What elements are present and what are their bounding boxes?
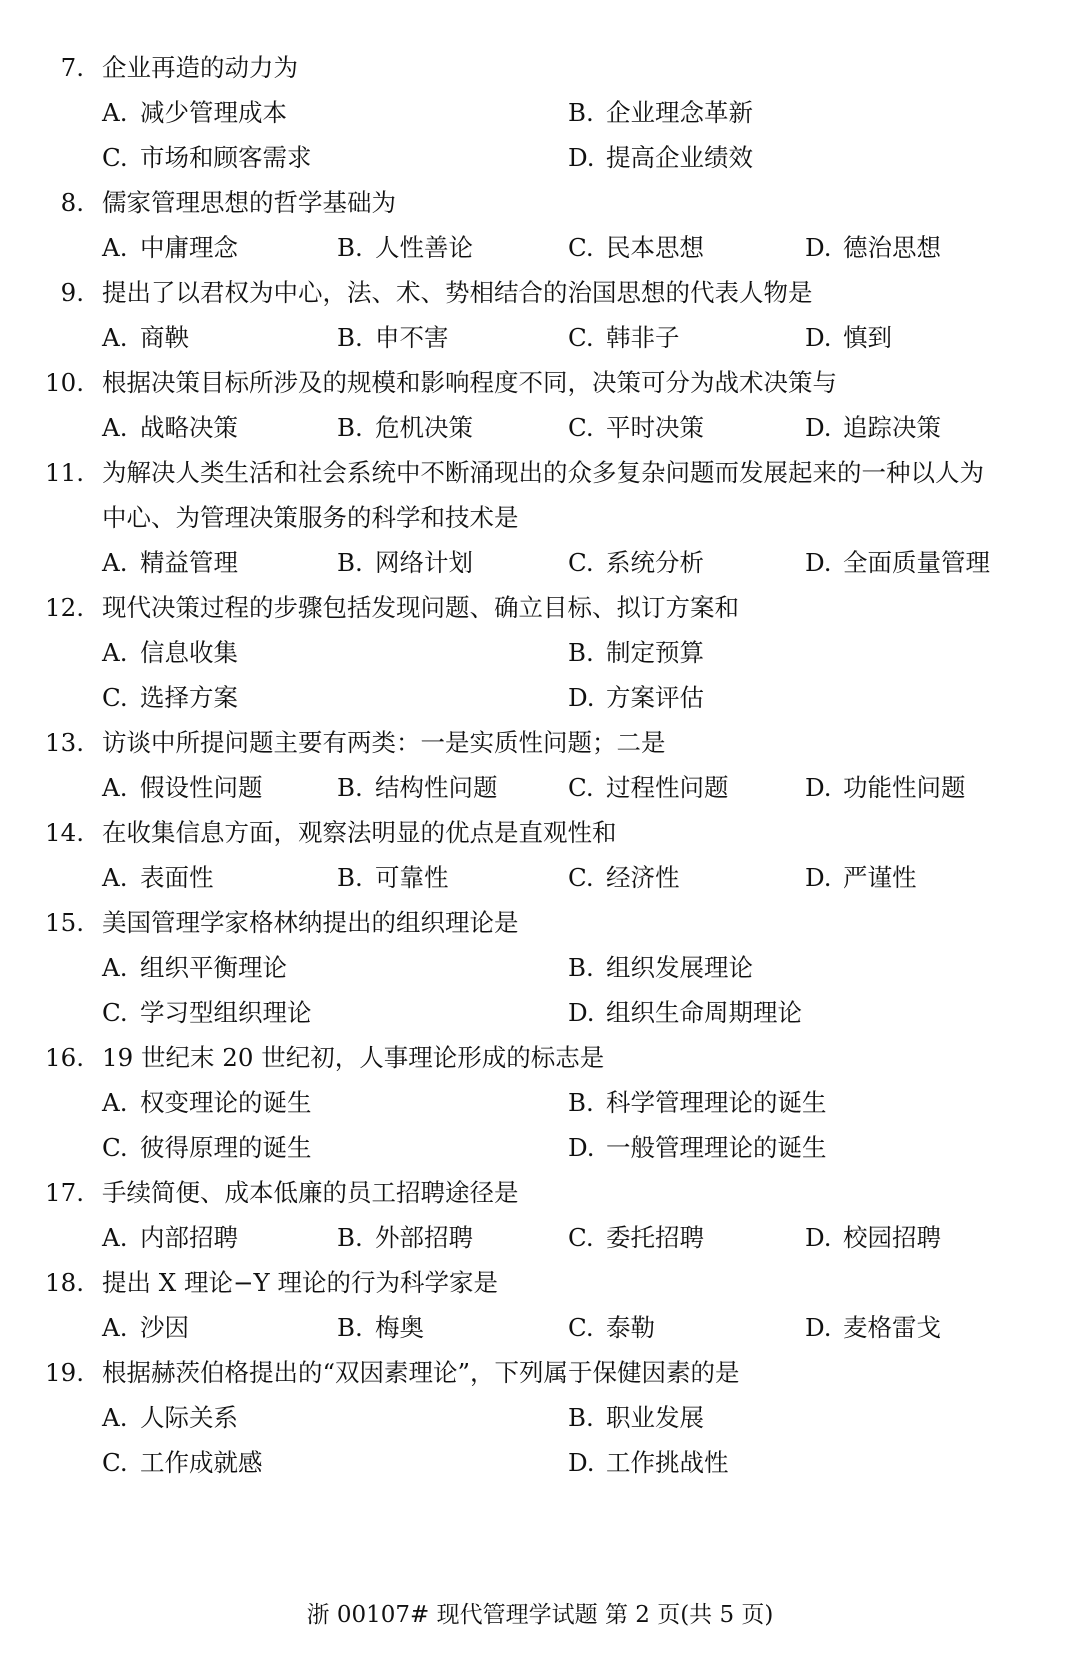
question-stem-line (0, 180, 1080, 225)
option-row (0, 630, 1080, 675)
option-text: 追踪决策 (843, 413, 941, 442)
option-letter: D. (805, 1223, 832, 1252)
question-stem-line (0, 495, 1080, 540)
option-letter: A. (102, 233, 128, 262)
option-letter: D. (568, 143, 595, 172)
question-stem: 中心、为管理决策服务的科学和技术是 (102, 503, 519, 532)
option-b (337, 855, 449, 900)
option-letter: C. (568, 1313, 594, 1342)
question-number: 16. (45, 1043, 84, 1072)
option-letter: B. (337, 1313, 363, 1342)
option-b (337, 1305, 424, 1350)
question-item (0, 450, 1080, 585)
option-letter: B. (568, 1403, 594, 1432)
question-number: 17. (45, 1178, 84, 1207)
question-stem: 根据决策目标所涉及的规模和影响程度不同，决策可分为战术决策与 (102, 368, 837, 397)
option-text: 危机决策 (375, 413, 473, 442)
question-item (0, 585, 1080, 720)
option-c (102, 1440, 263, 1485)
option-text: 提高企业绩效 (606, 143, 753, 172)
option-letter: D. (805, 323, 832, 352)
option-text: 全面质量管理 (843, 548, 990, 577)
option-text: 表面性 (140, 863, 214, 892)
option-letter: C. (568, 233, 594, 262)
option-text: 工作成就感 (140, 1448, 263, 1477)
option-text: 网络计划 (375, 548, 473, 577)
option-letter: C. (568, 1223, 594, 1252)
option-b (337, 765, 498, 810)
option-c (568, 540, 704, 585)
option-a (102, 1305, 189, 1350)
option-text: 人性善论 (375, 233, 473, 262)
option-c (102, 135, 312, 180)
option-letter: D. (805, 548, 832, 577)
option-letter: B. (568, 98, 594, 127)
question-item (0, 270, 1080, 360)
option-letter: D. (805, 863, 832, 892)
option-letter: A. (102, 863, 128, 892)
option-text: 商鞅 (140, 323, 189, 352)
option-d (805, 1305, 941, 1350)
option-text: 工作挑战性 (606, 1448, 729, 1477)
option-row (0, 1125, 1080, 1170)
option-a (102, 855, 214, 900)
question-stem: 手续简便、成本低廉的员工招聘途径是 (102, 1178, 519, 1207)
option-letter: B. (568, 638, 594, 667)
option-text: 德治思想 (843, 233, 941, 262)
option-text: 方案评估 (606, 683, 704, 712)
question-number: 14. (45, 818, 84, 847)
question-stem-line (0, 720, 1080, 765)
option-text: 平时决策 (606, 413, 704, 442)
option-letter: A. (102, 638, 128, 667)
option-d (805, 225, 941, 270)
option-letter: D. (805, 1313, 832, 1342)
option-text: 民本思想 (606, 233, 704, 262)
option-a (102, 90, 287, 135)
question-stem: 在收集信息方面，观察法明显的优点是直观性和 (102, 818, 617, 847)
option-b (337, 405, 473, 450)
question-number: 12. (45, 593, 84, 622)
option-d (568, 1125, 827, 1170)
option-text: 权变理论的诞生 (140, 1088, 312, 1117)
option-b (568, 1395, 704, 1440)
option-letter: C. (568, 548, 594, 577)
option-d (805, 855, 917, 900)
question-stem: 根据赫茨伯格提出的“双因素理论”，下列属于保健因素的是 (102, 1358, 740, 1387)
question-item (0, 900, 1080, 1035)
option-letter: C. (102, 683, 128, 712)
option-b (337, 225, 473, 270)
option-text: 麦格雷戈 (843, 1313, 941, 1342)
option-d (805, 765, 966, 810)
option-letter: C. (568, 863, 594, 892)
option-d (568, 990, 802, 1035)
option-letter: A. (102, 548, 128, 577)
option-text: 一般管理理论的诞生 (606, 1133, 827, 1162)
option-text: 过程性问题 (606, 773, 729, 802)
option-letter: B. (337, 233, 363, 262)
option-letter: C. (102, 1448, 128, 1477)
option-text: 学习型组织理论 (140, 998, 312, 1027)
question-stem-line (0, 45, 1080, 90)
option-row (0, 315, 1080, 360)
page-footer: 浙 00107# 现代管理学试题 第 2 页(共 5 页) (306, 1602, 774, 1628)
option-c (102, 990, 312, 1035)
option-text: 职业发展 (606, 1403, 704, 1432)
question-stem: 企业再造的动力为 (102, 53, 298, 82)
option-text: 功能性问题 (843, 773, 966, 802)
option-text: 可靠性 (375, 863, 449, 892)
option-c (568, 855, 680, 900)
option-text: 市场和顾客需求 (140, 143, 312, 172)
question-item (0, 810, 1080, 900)
option-letter: D. (568, 683, 595, 712)
option-c (568, 1305, 655, 1350)
option-a (102, 1395, 238, 1440)
question-stem-line (0, 1260, 1080, 1305)
option-row (0, 90, 1080, 135)
option-letter: C. (102, 1133, 128, 1162)
question-item (0, 1170, 1080, 1260)
option-b (337, 540, 473, 585)
question-stem: 现代决策过程的步骤包括发现问题、确立目标、拟订方案和 (102, 593, 739, 622)
option-letter: A. (102, 1313, 128, 1342)
question-number: 7. (60, 53, 84, 82)
question-stem: 为解决人类生活和社会系统中不断涌现出的众多复杂问题而发展起来的一种以人为 (102, 458, 984, 487)
question-item (0, 45, 1080, 180)
option-row (0, 225, 1080, 270)
option-letter: A. (102, 1223, 128, 1252)
option-row (0, 765, 1080, 810)
question-item (0, 1350, 1080, 1485)
option-c (568, 315, 680, 360)
option-letter: B. (337, 548, 363, 577)
question-stem-line (0, 585, 1080, 630)
question-item (0, 1035, 1080, 1170)
option-letter: A. (102, 953, 128, 982)
option-letter: D. (568, 1448, 595, 1477)
question-number: 19. (45, 1358, 84, 1387)
option-b (337, 1215, 473, 1260)
option-letter: D. (568, 998, 595, 1027)
question-number: 15. (45, 908, 84, 937)
option-text: 经济性 (606, 863, 680, 892)
option-a (102, 945, 287, 990)
question-stem-line (0, 360, 1080, 405)
option-text: 企业理念革新 (606, 98, 753, 127)
option-letter: A. (102, 413, 128, 442)
question-number: 9. (60, 278, 84, 307)
option-a (102, 315, 189, 360)
option-text: 结构性问题 (375, 773, 498, 802)
option-letter: A. (102, 323, 128, 352)
question-stem: 访谈中所提问题主要有两类：一是实质性问题；二是 (102, 728, 666, 757)
option-a (102, 630, 238, 675)
option-letter: A. (102, 98, 128, 127)
option-letter: C. (568, 773, 594, 802)
question-stem-line (0, 900, 1080, 945)
option-letter: D. (805, 773, 832, 802)
question-stem-line (0, 1350, 1080, 1395)
option-letter: A. (102, 773, 128, 802)
option-d (805, 405, 941, 450)
option-a (102, 1080, 312, 1125)
option-d (568, 135, 753, 180)
option-text: 梅奥 (375, 1313, 424, 1342)
option-letter: C. (568, 323, 594, 352)
option-text: 彼得原理的诞生 (140, 1133, 312, 1162)
option-text: 申不害 (375, 323, 449, 352)
option-row (0, 990, 1080, 1035)
option-b (568, 1080, 827, 1125)
option-b (337, 315, 449, 360)
option-letter: A. (102, 1088, 128, 1117)
option-text: 沙因 (140, 1313, 189, 1342)
option-a (102, 540, 238, 585)
question-number: 13. (45, 728, 84, 757)
option-text: 中庸理念 (140, 233, 238, 262)
option-letter: D. (568, 1133, 595, 1162)
option-c (568, 765, 729, 810)
option-text: 精益管理 (140, 548, 238, 577)
option-a (102, 405, 238, 450)
option-text: 委托招聘 (606, 1223, 704, 1252)
option-letter: B. (337, 413, 363, 442)
question-number: 10. (45, 368, 84, 397)
option-letter: D. (805, 413, 832, 442)
option-text: 科学管理理论的诞生 (606, 1088, 827, 1117)
option-text: 内部招聘 (140, 1223, 238, 1252)
option-a (102, 225, 238, 270)
option-row (0, 675, 1080, 720)
option-c (102, 1125, 312, 1170)
option-d (805, 540, 990, 585)
option-row (0, 405, 1080, 450)
option-letter: B. (337, 863, 363, 892)
option-letter: B. (337, 1223, 363, 1252)
option-row (0, 1305, 1080, 1350)
option-d (805, 1215, 941, 1260)
option-text: 人际关系 (140, 1403, 238, 1432)
option-letter: C. (102, 143, 128, 172)
option-letter: B. (568, 953, 594, 982)
option-text: 校园招聘 (843, 1223, 941, 1252)
option-c (568, 1215, 704, 1260)
option-letter: A. (102, 1403, 128, 1432)
question-stem-line (0, 450, 1080, 495)
option-text: 组织发展理论 (606, 953, 753, 982)
question-number: 18. (45, 1268, 84, 1297)
question-stem-line (0, 270, 1080, 315)
option-row (0, 1215, 1080, 1260)
question-item (0, 360, 1080, 450)
option-row (0, 945, 1080, 990)
option-d (568, 1440, 729, 1485)
option-c (568, 225, 704, 270)
option-letter: C. (568, 413, 594, 442)
option-text: 信息收集 (140, 638, 238, 667)
question-stem-line (0, 810, 1080, 855)
option-letter: C. (102, 998, 128, 1027)
question-item (0, 720, 1080, 810)
question-stem: 美国管理学家格林纳提出的组织理论是 (102, 908, 519, 937)
option-text: 组织生命周期理论 (606, 998, 802, 1027)
question-item (0, 180, 1080, 270)
option-text: 战略决策 (140, 413, 238, 442)
option-text: 外部招聘 (375, 1223, 473, 1252)
option-b (568, 90, 753, 135)
option-text: 选择方案 (140, 683, 238, 712)
question-stem-line (0, 1170, 1080, 1215)
option-letter: B. (337, 323, 363, 352)
option-text: 制定预算 (606, 638, 704, 667)
option-letter: B. (337, 773, 363, 802)
question-stem: 提出了以君权为中心，法、术、势相结合的治国思想的代表人物是 (102, 278, 813, 307)
option-d (568, 675, 704, 720)
question-stem: 提出 X 理论−Y 理论的行为科学家是 (102, 1268, 499, 1297)
option-c (102, 675, 238, 720)
option-c (568, 405, 704, 450)
option-d (805, 315, 892, 360)
option-letter: D. (805, 233, 832, 262)
option-letter: B. (568, 1088, 594, 1117)
option-text: 组织平衡理论 (140, 953, 287, 982)
option-text: 严谨性 (843, 863, 917, 892)
option-row (0, 135, 1080, 180)
option-a (102, 1215, 238, 1260)
option-text: 减少管理成本 (140, 98, 287, 127)
question-number: 8. (60, 188, 84, 217)
option-text: 泰勒 (606, 1313, 655, 1342)
option-text: 假设性问题 (140, 773, 263, 802)
option-row (0, 1440, 1080, 1485)
option-row (0, 540, 1080, 585)
option-row (0, 1080, 1080, 1125)
option-row (0, 1395, 1080, 1440)
option-text: 系统分析 (606, 548, 704, 577)
option-row (0, 855, 1080, 900)
question-stem: 19 世纪末 20 世纪初，人事理论形成的标志是 (102, 1043, 605, 1072)
option-b (568, 945, 753, 990)
question-number: 11. (45, 458, 84, 487)
question-stem-line (0, 1035, 1080, 1080)
option-b (568, 630, 704, 675)
question-item (0, 1260, 1080, 1350)
question-stem: 儒家管理思想的哲学基础为 (102, 188, 396, 217)
option-text: 慎到 (843, 323, 892, 352)
option-text: 韩非子 (606, 323, 680, 352)
option-a (102, 765, 263, 810)
